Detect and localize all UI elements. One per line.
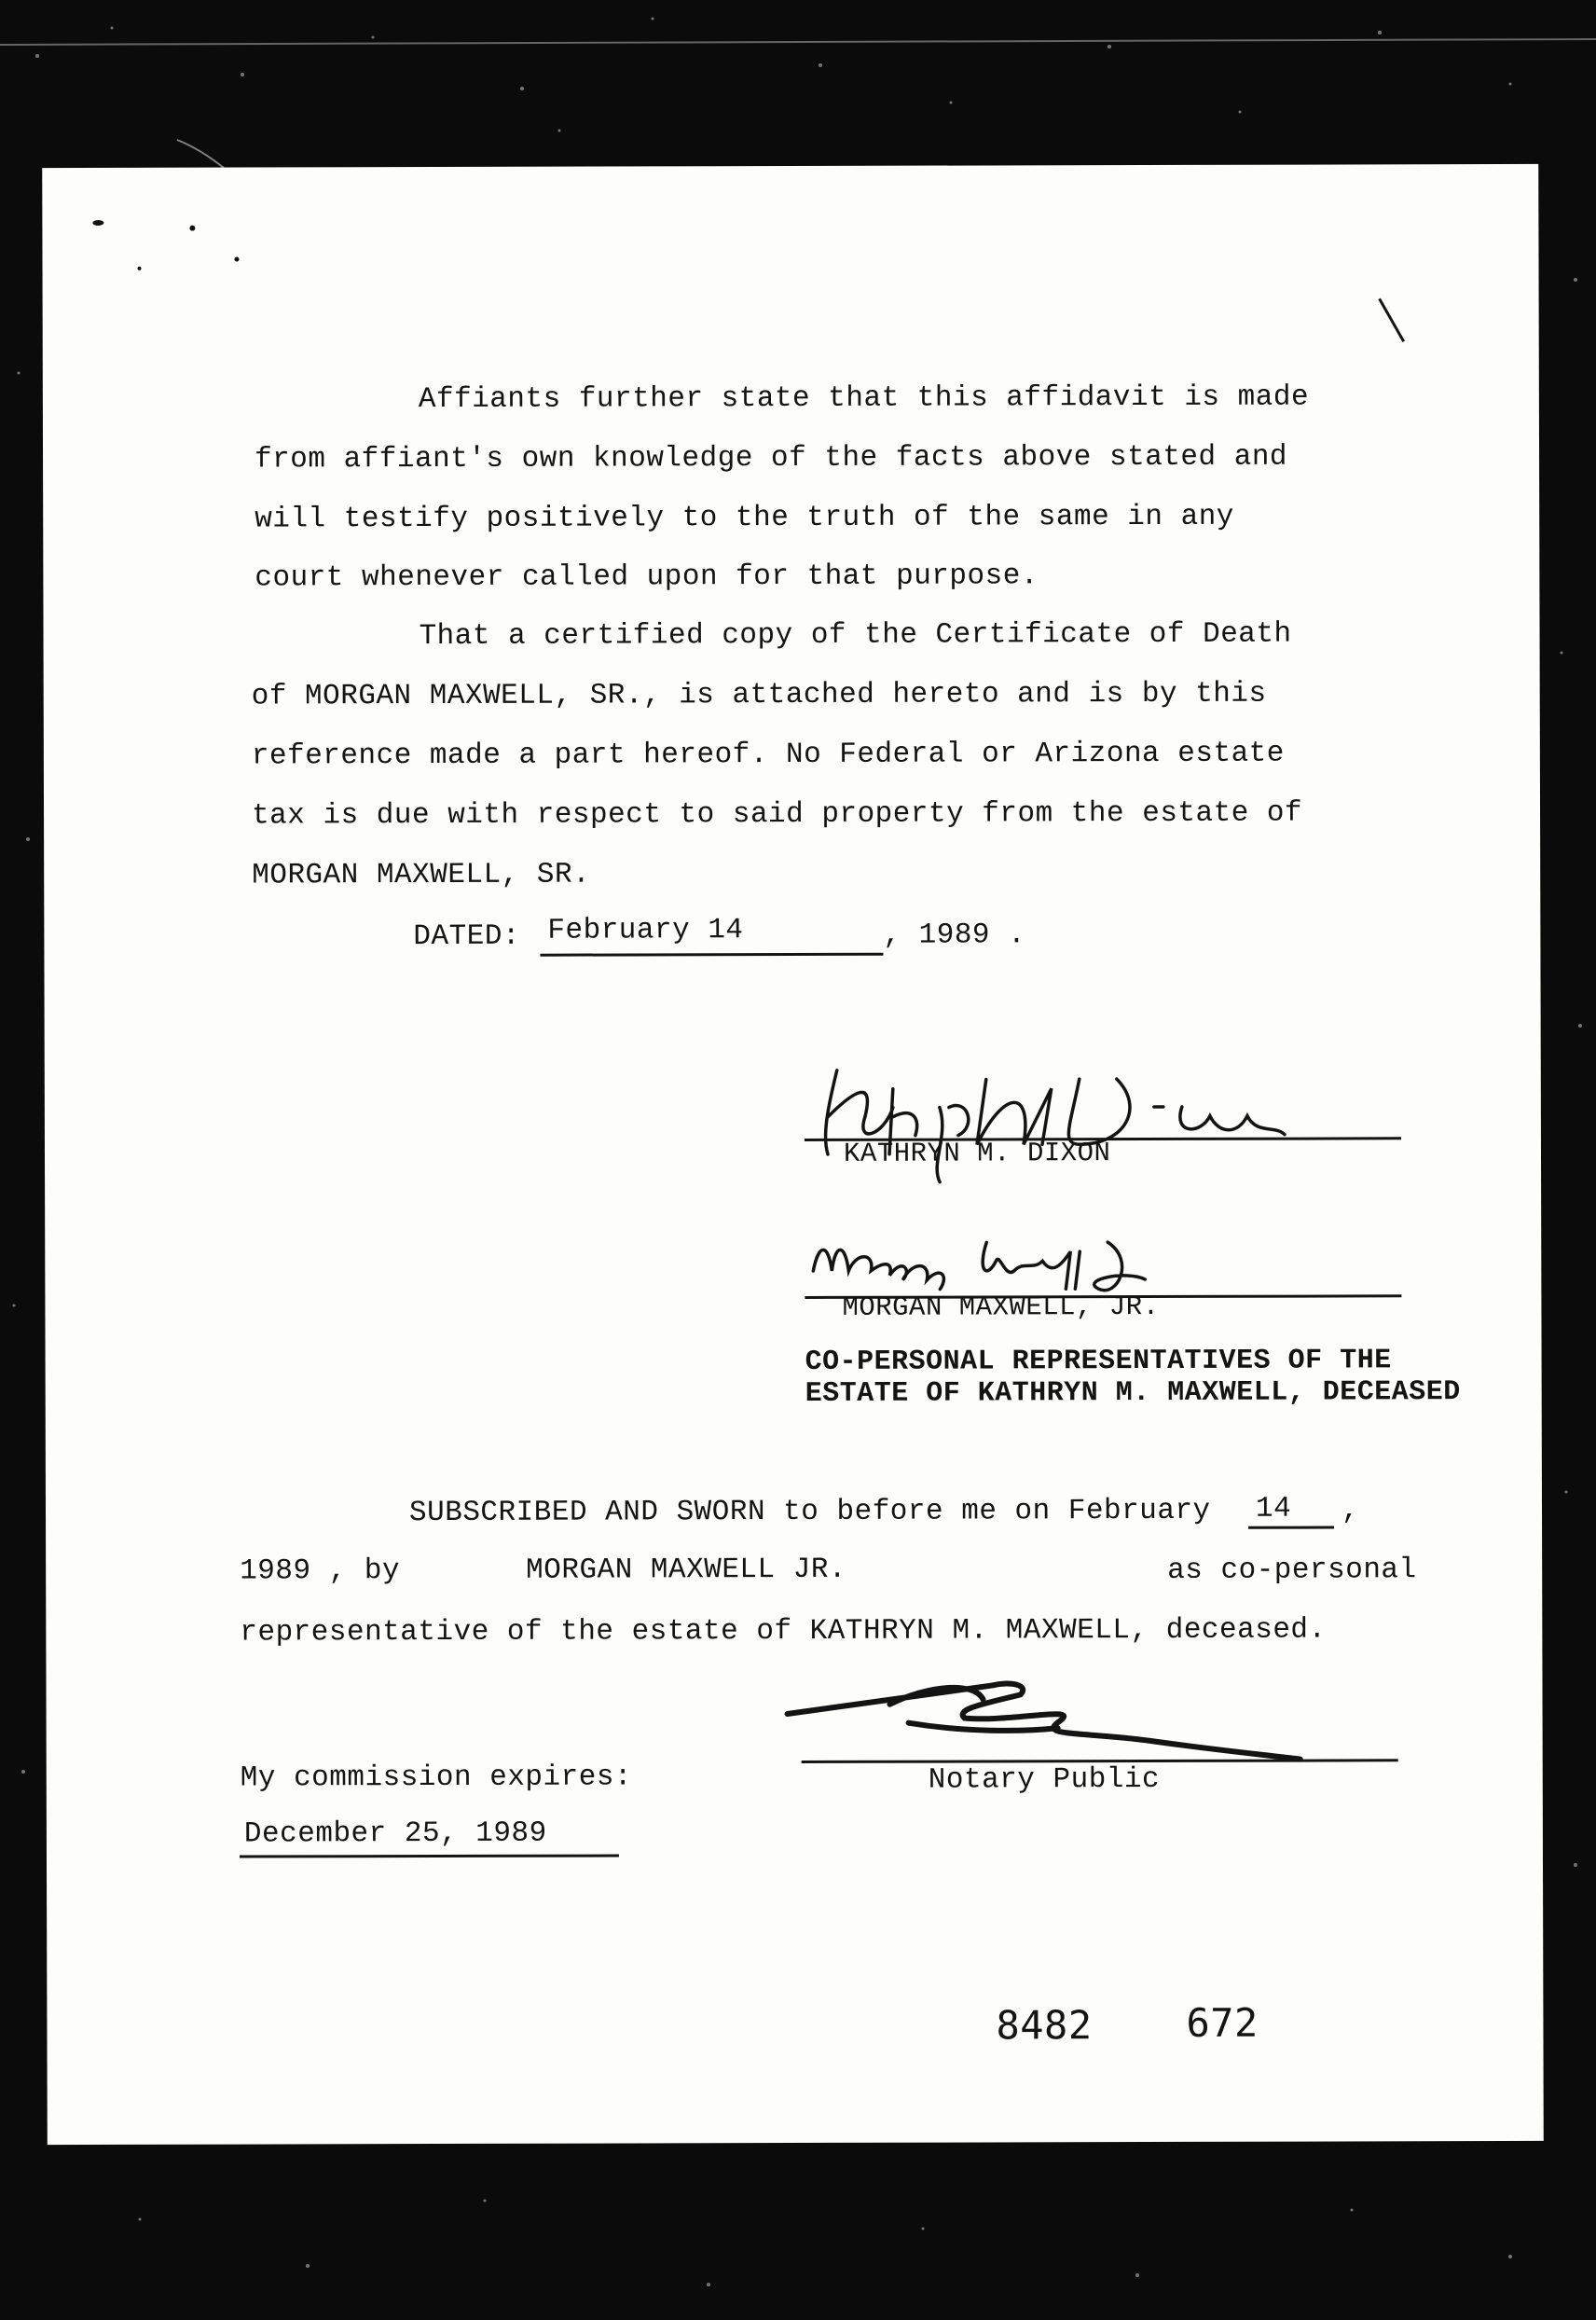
paragraph2-line4: tax is due with respect to said property from the estate of: [252, 796, 1303, 833]
paper-speck: [189, 226, 195, 231]
paragraph1-line4: court whenever called upon for that purpose.: [255, 559, 1039, 595]
corner-mark: [1376, 295, 1413, 351]
jurat-year: 1989 , by: [240, 1554, 401, 1588]
notary-signature: [777, 1665, 1337, 1770]
signer1-name: KATHRYN M. DIXON: [843, 1138, 1111, 1169]
representatives-title-line2: ESTATE OF KATHRYN M. MAXWELL, DECEASED: [805, 1376, 1461, 1410]
paragraph2-line2: of MORGAN MAXWELL, SR., is attached hereto and is by this: [251, 677, 1267, 713]
jurat-day: 14: [1255, 1492, 1292, 1526]
representatives-title-line1: CO-PERSONAL REPRESENTATIVES OF THE: [805, 1345, 1392, 1378]
jurat-day-underline: [1248, 1526, 1334, 1528]
paragraph1-line3: will testify positively to the truth of the same in any: [255, 500, 1234, 536]
page-number-left: 8482: [996, 2002, 1093, 2049]
jurat-line3: representative of the estate of KATHRYN M. MAXWELL, deceased.: [240, 1613, 1327, 1650]
dated-year: , 1989 .: [883, 918, 1026, 952]
jurat-role: as co-personal: [1167, 1554, 1417, 1587]
paragraph1-line1: Affiants further state that this affidavit is made: [418, 380, 1310, 417]
paper-speck: [234, 257, 239, 262]
jurat-line1-end: ,: [1341, 1494, 1360, 1527]
paper-speck: [138, 267, 142, 270]
paper-speck: [92, 220, 103, 226]
paragraph1-line2: from affiant's own knowledge of the facts above stated and: [255, 440, 1288, 476]
page-number-right: 672: [1186, 1999, 1259, 2046]
dated-date: February 14: [547, 914, 744, 947]
dated-label: DATED:: [413, 919, 521, 954]
paragraph2-line3: reference made a part hereof. No Federal or Arizona estate: [251, 737, 1285, 773]
signature-kathryn-dixon: [800, 1051, 1322, 1201]
paragraph2-line5: MORGAN MAXWELL, SR.: [252, 858, 591, 892]
paragraph2-line1: That a certified copy of the Certificate of Death: [419, 617, 1292, 654]
jurat-line1: SUBSCRIBED AND SWORN to before me on February: [408, 1494, 1211, 1530]
commission-date: December 25, 1989: [243, 1816, 547, 1851]
affidavit-sheet: [42, 164, 1544, 2145]
notary-title: Notary Public: [928, 1762, 1161, 1797]
jurat-signer-name: MORGAN MAXWELL JR.: [526, 1553, 847, 1587]
commission-label: My commission expires:: [240, 1761, 633, 1795]
dated-underline: [540, 953, 883, 957]
signer2-name: MORGAN MAXWELL, JR.: [842, 1291, 1160, 1323]
commission-underline: [240, 1854, 619, 1857]
